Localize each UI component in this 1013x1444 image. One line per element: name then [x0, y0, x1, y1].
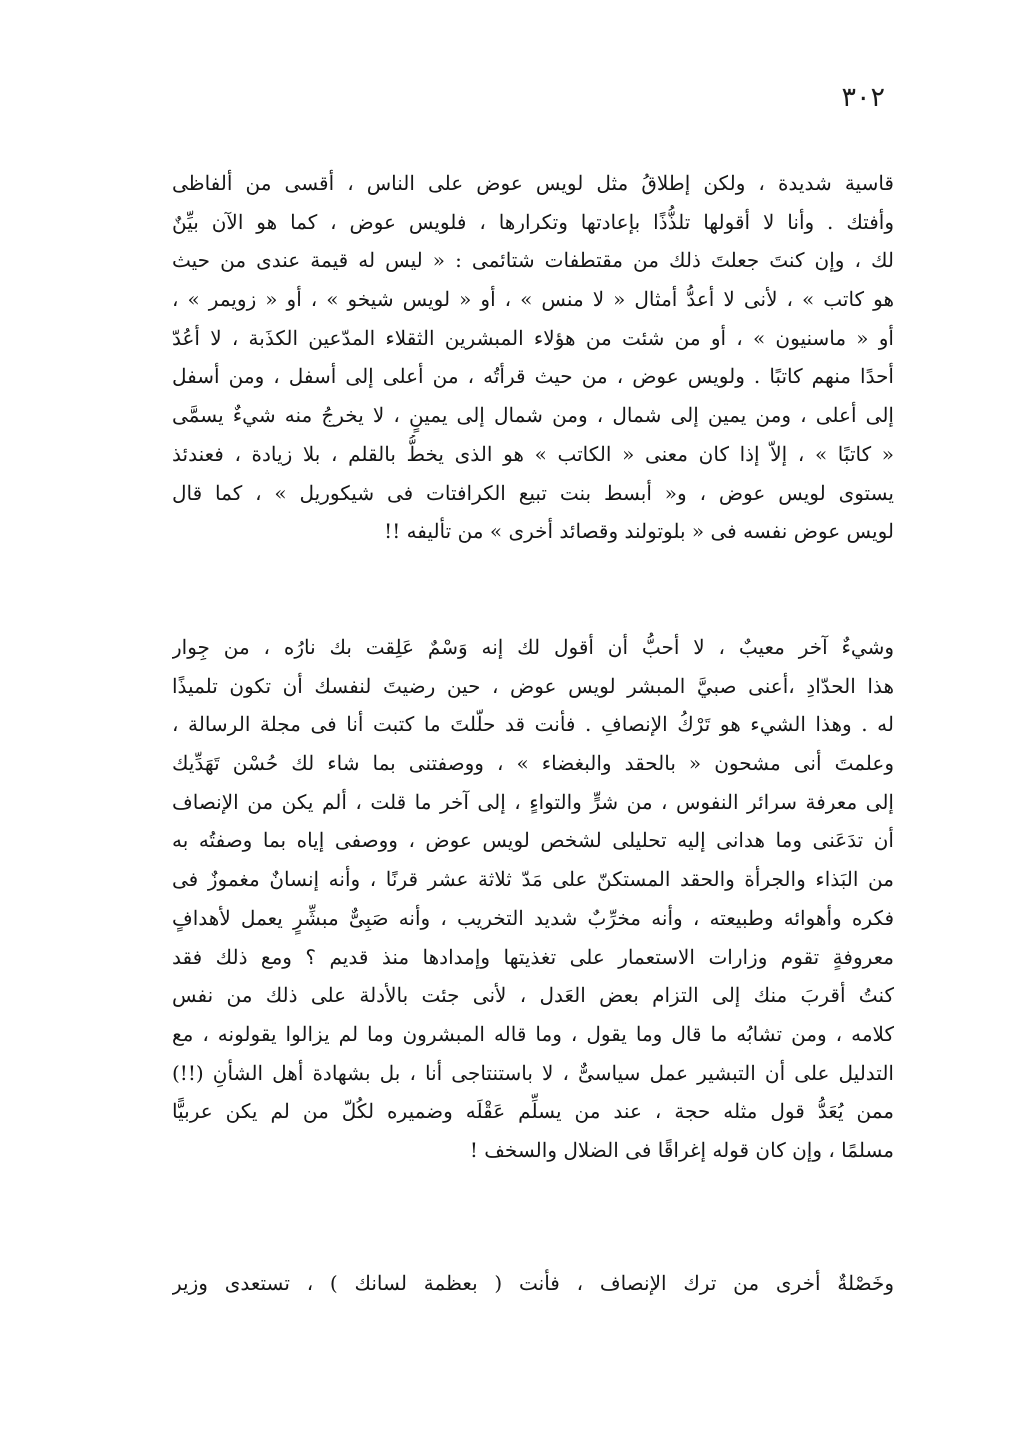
- text-line: لويس عوض نفسه فى « بلوتولند وقصائد أخرى » من تأليفه !!: [384, 519, 894, 544]
- text-line: له . وهذا الشيء هو تَرْكُ الإنصافِ . فأنت قد حلّلتَ ما كتبت أنا فى مجلة الرسالة ،: [172, 712, 894, 737]
- text-line: فكره وأهوائه وطبيعته ، وأنه مخرِّبٌ شديد التخريب ، وأنه صَبِىٌّ مبشِّرٍ يعمل لأهدافٍ: [172, 905, 894, 930]
- paragraph-2: [172, 628, 894, 1170]
- page-number: ٣٠٢: [841, 82, 885, 113]
- text-line: من البَذاء والجرأة والحقد المستكنّ على مَدّ ثلاثة عشر قرنًا ، وأنه إنسانٌ مغموزٌ فى: [172, 867, 894, 892]
- text-line: إلى أعلى ، ومن يمين إلى شمال ، ومن شمال إلى يمينٍ ، لا يخرجُ منه شيءٌ يسمَّى: [172, 403, 894, 428]
- text-line: أحدًا منهم كاتبًا . ولويس عوض ، من حيث قرأتُه ، من أعلى إلى أسفل ، ومن أسفل: [172, 364, 894, 389]
- text-line: قاسية شديدة ، ولكن إطلاقُ مثل لويس عوض على الناس ، أقسى من ألفاظى: [172, 171, 894, 195]
- text-line: وشيءٌ آخر معيبٌ ، لا أحبُّ أن أقول لك إنه وَسْمٌ عَلِقت بك نارُه ، من جِوار: [172, 635, 894, 659]
- text-line: هذا الحدّادِ ،أعنى صبيَّ المبشر لويس عوض ، حين رضيتَ لنفسك أن تكون تلميذًا: [172, 673, 894, 698]
- text-line: لك ، وإن كنتَ جعلتَ ذلك من مقتطفات شتائمى : « ليس له قيمة عندى من حيث: [172, 248, 894, 273]
- text-line: كنتُ أقربَ منك إلى التزام بعض العَدل ، لأنى جئت بالأدلة على ذلك من نفس: [172, 983, 894, 1008]
- text-line: وعلمتَ أنى مشحون « بالحقد والبغضاء » ، ووصفتنى بما شاء لك حُسْن تَهَدِّيك: [172, 751, 894, 776]
- text-line: « كاتبًا » ، إلاّ إذا كان معنى « الكاتب » هو الذى يخطُّ بالقلم ، بلا زيادة ، فعندئذ: [172, 441, 894, 466]
- text-line: التدليل على أن التبشير عمل سياسىٌّ ، لا باستنتاجى أنا ، بل بشهادة أهل الشأنِ (!!): [172, 1060, 894, 1085]
- text-line: أو « ماسنيون » ، أو من شئت من هؤلاء المبشرين الثقلاء المدّعين الكذَبة ، لا أعُدّ: [172, 325, 894, 350]
- text-line: إلى معرفة سرائر النفوس ، من شرٍّ والتواءٍ ، إلى آخر ما قلت ، ألم يكن من الإنصاف: [172, 789, 894, 814]
- text-line: أن تدَعَنى وما هدانى إليه تحليلى لشخص لويس عوض ، ووصفى إياه بما وصفتُه به: [172, 828, 894, 853]
- text-line: هو كاتب » ، لأنى لا أعدُّ أمثال « لا منس » ، أو « لويس شيخو » ، أو « زويمر » ،: [172, 287, 894, 312]
- paragraph-1: [172, 164, 894, 551]
- text-line: وخَصْلةٌ أخرى من ترك الإنصاف ، فأنت ( بعظمة لسانك ) ، تستعدى وزير: [172, 1271, 894, 1295]
- text-line: معروفةٍ تقوم وزارات الاستعمار على تغذيتها وإمدادها منذ قديم ؟ ومع ذلك فقد: [172, 944, 894, 969]
- text-line: كلامه ، ومن تشابُه ما قال وما يقول ، وما قاله المبشرون وما لم يزالوا يقولونه ، مع: [172, 1021, 894, 1046]
- text-line: يستوى لويس عوض ، و« أبسط بنت تبيع الكرافتات فى شيكوريل » ، كما قال: [172, 480, 894, 505]
- text-line: وأفتك . وأنا لا أقولها تلذُّذًا بإعادتها وتكرارها ، فلويس عوض ، كما هو الآن بيِّنٌ: [172, 209, 894, 234]
- text-line: مسلمًا ، وإن كان قوله إغراقًا فى الضلال والسخف !: [469, 1137, 894, 1162]
- text-line: ممن يُعَدُّ قول مثله حجة ، عند من يسلِّم عَقْلَه وضميره لكُلّ من لم يكن عربيًّا: [172, 1099, 894, 1124]
- paragraph-3: [172, 1264, 894, 1303]
